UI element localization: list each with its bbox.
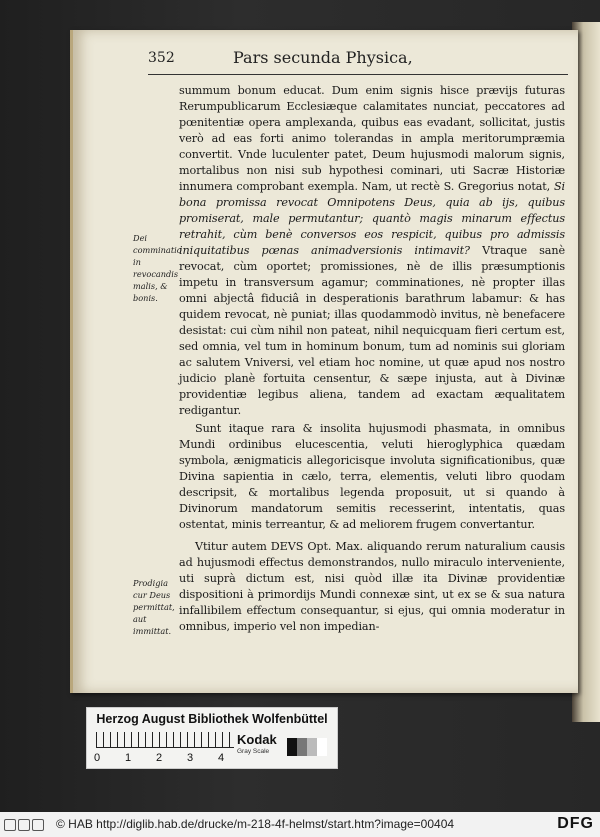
paragraph-1-continued: Vtraque sanè revocat, cùm oportet; promissiones, nè de illis præsumptionis impetu in transversum agamur; comminationes, nè propter illas omni abjectâ fiduciâ in desperationis barathrum labamur: & has quidem revocat, nè puniat; illas quodammodò invitus, nè benefacere desistat: cui cùm nihil non pateat, nihil nequicquam fieri certum est, sed omnia, vel tum in hominum bonum, tum ad nominis sui gloriam ac salutem Vniversi, vel etiam hoc nomine, ut quæ apud nos nostro judicio planè fortuita censentur, & sæpe injusta, aut à Divinæ providentiæ legibus aliena, tandem ad exactam æqualitatem redigantur. — [179, 244, 565, 417]
quotation-gregorius: Si bona promissa revocat Omnipotens Deus, quia ab ijs, quibus promiserat, male permutantur; quantò magis minarum effectus retrahit, cùm benè conversos eos respicit, quibus pro admissis iniquitatibus pœnas animadversionis intimavit? — [179, 180, 565, 257]
paragraph-1-text: summum bonum educat. Dum enim signis hisce prævijs futuras Rerumpublicarum Ecclesiæque calamitates nunciat, peccatores ad pœnitentiæ opera amplexanda, quibus eas evadant, sollicitat, justis verò ad eas forti animo tolerandas in ampla meritorumpræmia convertit. Vnde luculenter patet, Deum hujusmodi malorum signis, mortalibus non nisi sub hypothesi cominari, uti Sacræ Historiæ innumera comprobant exempla. Nam, ut rectè S. Gregorius notat, — [179, 84, 565, 193]
dfg-logo: DFG — [557, 815, 594, 832]
library-label-card — [86, 707, 338, 769]
footer-bar — [0, 812, 600, 837]
paragraph-1 — [179, 83, 565, 419]
kodak-logo: Kodak — [237, 732, 277, 747]
sa-icon[interactable] — [32, 819, 44, 831]
swatch-light-gray — [307, 738, 317, 756]
swatch-black — [287, 738, 297, 756]
paragraph-2: Sunt itaque rara & insolita hujusmodi phasmata, in omnibus Mundi ordinibus elucescentia, veluti hieroglyphica quædam symbola, ænigmaticis allegoricisque involuta significationibus, quæ Divina sapientia in cælo, terra, elementis, veluti libro quodam descripsit, & mortalibus legenda proposuit, ut si quando à Divinorum mandatorum semitis recesserint, intentatis, quas ostentat, minis terreantur, & ad meliorem frugem convertantur. — [179, 422, 565, 531]
scale-number: 2 — [156, 752, 163, 764]
library-name: Herzog August Bibliothek Wolfenbüttel — [96, 712, 328, 726]
swatch-dark-gray — [297, 738, 307, 756]
book-page — [70, 30, 578, 693]
paragraph-3: Vtitur autem DEVS Opt. Max. aliquando rerum naturalium causis ad hujusmodi effectus demonstrandos, nullo miraculo interveniente, uti suprà dictum est, nisi quòd illæ ita Divinæ providentiæ dispositioni à primordijs Mundi connexæ sint, ut ex se & sua natura infallibilem effectum consequantur, si ejus, qui omnia moderatur in omnibus, imperio vel non impedian- — [179, 540, 565, 633]
body-text — [179, 83, 565, 635]
footer-source-link[interactable]: © HAB http://diglib.hab.de/drucke/m-218-4f-helmst/start.htm?image=00404 — [56, 817, 455, 831]
header-rule — [148, 74, 568, 75]
scale-number: 3 — [187, 752, 194, 764]
scale-ruler — [96, 732, 234, 748]
kodak-gray-scale-label: Gray Scale — [237, 748, 270, 755]
page-number: 352 — [148, 50, 175, 66]
by-icon[interactable] — [18, 819, 30, 831]
license-icons[interactable] — [4, 819, 52, 831]
scale-number: 0 — [94, 752, 101, 764]
margin-note-1: Dei comminatio in revocandis malis, & bonis. — [133, 233, 182, 303]
running-head: Pars secunda Physica, — [233, 48, 413, 67]
margin-note-2: Prodigia cur Deus permittat, aut immittat. — [133, 578, 175, 636]
gray-scale-swatches — [287, 738, 327, 756]
scale-number: 1 — [125, 752, 132, 764]
scale-number: 4 — [218, 752, 225, 764]
cc-icon[interactable] — [4, 819, 16, 831]
swatch-white — [317, 738, 327, 756]
page-header — [148, 48, 568, 74]
